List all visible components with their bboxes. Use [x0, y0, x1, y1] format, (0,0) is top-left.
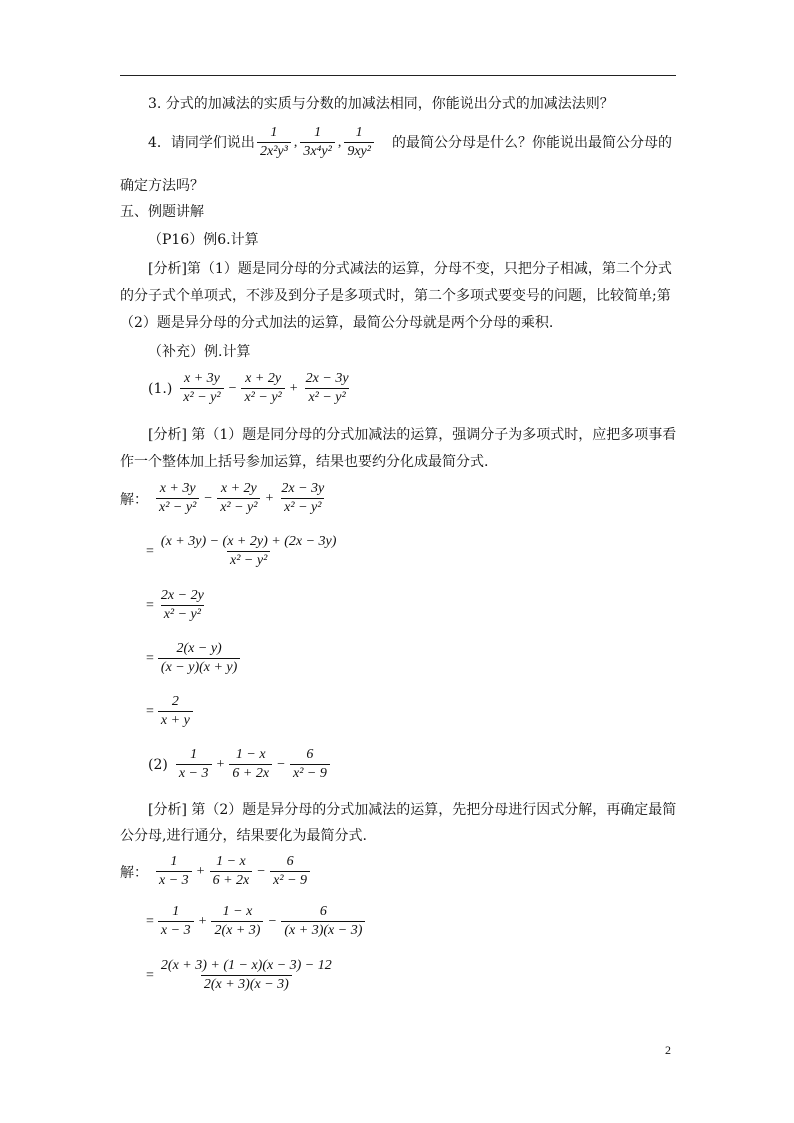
solution-2-start: 解： $\frac{1}{x - 3}$ + $\frac{1 - x}{6 + 2x}$ − $\frac{6}{\text{x² − 9}}$	[120, 854, 312, 889]
analysis-2-line-1: [分析] 第（1）题是同分母的分式加减法的运算，强调分子为多项式时，应把多项事看	[148, 427, 677, 443]
page-number: 2	[665, 1043, 671, 1057]
solution-1-start: 解： $\frac{x + 3y}{\text{x² − y²}}$ − $\frac{x + 2y}{\text{x² − y²}}$ + $\frac{2x - 3y}{\text{x² − y²}}$	[120, 481, 325, 515]
problem-1: (1.) $\frac{x + 3y}{\text{x² − y²}}$ − $\frac{x + 2y}{\text{x² − y²}}$ + $\frac{2x - 3y}{\text{x² − y²}}$	[148, 371, 349, 405]
solution-1-step-1: = $\frac{(x + 3y) - (x + 2y) + (2x - 3y)}{\text{x² − y²}}$	[146, 534, 337, 568]
question-4-continued: 确定方法吗？	[120, 178, 204, 194]
problem-2: (2) $\frac{1}{x - 3}$ + $\frac{1 - x}{6 + 2x}$ − $\frac{6}{\text{x² − 9}}$	[148, 747, 332, 782]
fraction-a: $\frac{1}{\text{2x²y³}}$	[257, 125, 291, 160]
question-3: 3. 分式的加减法的实质与分数的加减法相同，你能说出分式的加减法法则？	[148, 96, 614, 112]
supplement-heading: （补充）例.计算	[148, 344, 251, 360]
solution-1-step-3: = $\frac{2(x - y)}{(x - y)(x + y)}$	[146, 641, 242, 676]
analysis-3-line-2: 公分母,进行通分，结果要化为最简分式.	[120, 828, 367, 844]
analysis-1-line-2: 的分子式个单项式，不涉及到分子是多项式时，第二个多项式要变号的问题，比较简单;第	[120, 288, 671, 304]
analysis-1-line-3: （2）题是异分母的分式加法的运算，最简公分母就是两个分母的乘积.	[120, 315, 554, 331]
analysis-3-line-1: [分析] 第（2）题是异分母的分式加减法的运算，先把分母进行因式分解，再确定最简	[148, 802, 677, 818]
question-4-tail: 的最简公分母是什么？你能说出最简公分母的	[392, 135, 672, 151]
solution-2-step-2: = $\frac{2(x + 3) + (1 - x)(x - 3) - 12}{2(x + 3)(x - 3)}$	[146, 958, 332, 992]
question-4-fractions: $\frac{1}{\text{2x²y³}}$ , $\frac{1}{\text{3x⁴y²}}$ , $\frac{1}{\text{9xy²}}$	[255, 125, 376, 160]
header-rule	[120, 75, 676, 76]
section-heading: 五、例题讲解	[120, 204, 204, 220]
analysis-1-line-1: [分析]第（1）题是同分母的分式减法的运算，分母不变，只把分子相减，第二个分式	[148, 261, 672, 277]
question-4-intro: 4．请同学们说出	[148, 135, 255, 151]
analysis-2-line-2: 作一个整体加上括号参加运算，结果也要约分化成最简分式.	[120, 454, 489, 470]
solution-2-step-1: = $\frac{1}{x - 3}$ + $\frac{1 - x}{2(x + 3)}$ − $\frac{6}{(x + 3)(x - 3)}$	[146, 904, 367, 939]
solution-1-step-4: = $\frac{2}{x + y}$	[146, 694, 195, 729]
fraction-c: $\frac{1}{\text{9xy²}}$	[344, 125, 374, 160]
example-6-heading: （P16）例6.计算	[148, 232, 259, 248]
solution-1-step-2: = $\frac{2x - 2y}{\text{x² − y²}}$	[146, 588, 204, 622]
fraction-b: $\frac{1}{\text{3x⁴y²}}$	[300, 125, 335, 160]
